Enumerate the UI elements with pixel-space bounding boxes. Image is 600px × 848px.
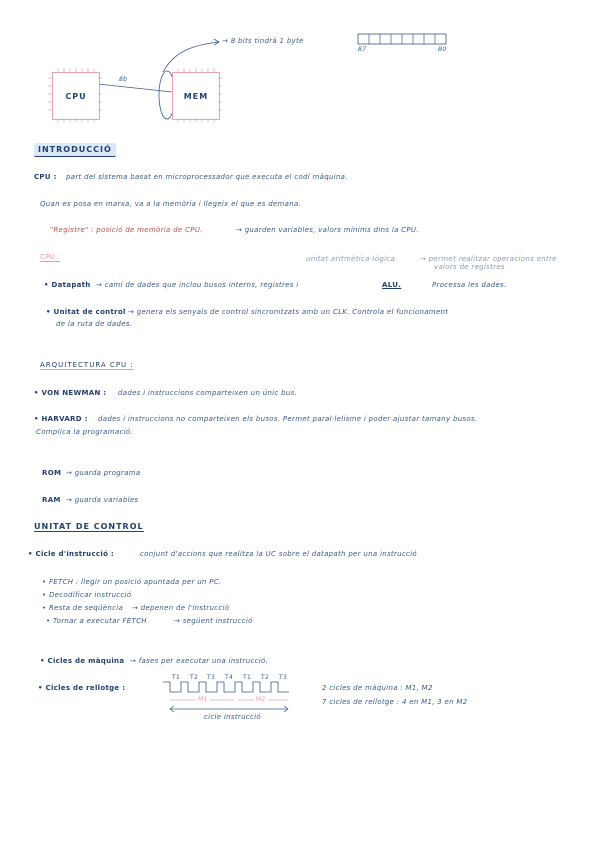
bus-annotation: → 8 bits tindrà 1 byte bbox=[222, 37, 304, 45]
datapath-label: • Datapath bbox=[44, 281, 91, 289]
m2-label: M2 bbox=[256, 696, 266, 703]
intro-line-2: Quan es posa en marxa, va a la memòria i llegeix el que es demana. bbox=[40, 200, 302, 208]
ram-label: RAM bbox=[42, 496, 61, 504]
register-lsb-label: B0 bbox=[438, 46, 447, 53]
clock-label-5: T1 bbox=[243, 674, 252, 681]
rom-text: → guarda programa bbox=[66, 469, 141, 477]
clock-cycles-label: • Cicles de rellotge : bbox=[38, 684, 126, 692]
cpu-subheading: CPU : bbox=[40, 253, 61, 261]
clock-label-7: T3 bbox=[279, 674, 288, 681]
von-neumann-text: dades i instruccions comparteixen un únic bus. bbox=[118, 389, 298, 397]
instruction-cycle-label: • Cicle d'instrucció : bbox=[28, 550, 115, 558]
clock-label-3: T3 bbox=[207, 674, 216, 681]
intro-heading: INTRODUCCIÓ bbox=[34, 143, 116, 157]
cpu-def-label: CPU : bbox=[34, 173, 57, 181]
control-unit-label: • Unitat de control bbox=[46, 308, 126, 316]
rom-label: ROM bbox=[42, 469, 62, 477]
m1-label: M1 bbox=[198, 696, 208, 703]
registres-def: "Registre" : posició de memòria de CPU. bbox=[50, 226, 203, 234]
refetch-step-text: → següent instrucció bbox=[174, 617, 253, 625]
datapath-end: Processa les dades. bbox=[432, 281, 507, 289]
clock-label-1: T1 bbox=[172, 674, 181, 681]
harvard-text-2: Complica la programació. bbox=[36, 428, 133, 436]
ram-text: → guarda variables bbox=[66, 496, 139, 504]
alu-note-b: → permet realitzar operacions entre bbox=[420, 255, 557, 263]
control-unit-text-2: de la ruta de dades. bbox=[56, 320, 133, 328]
cpu-label: CPU bbox=[65, 91, 87, 101]
harvard-text: dades i instruccions no comparteixen els busos. Permet paral·lelisme i poder ajustar tamany busos. bbox=[98, 415, 478, 423]
sequence-step: • Resta de seqüència bbox=[42, 604, 124, 612]
von-neumann-label: • VON NEWMAN : bbox=[34, 389, 107, 397]
control-unit-text: → genera els senyals de control sincronitzats amb un CLK. Controla el funcionament bbox=[128, 308, 449, 316]
datapath-text: → camí de dades que inclou busos interns, registres i bbox=[96, 281, 299, 289]
clock-summary-2: 7 cicles de rellotge : 4 en M1, 3 en M2 bbox=[322, 698, 468, 706]
instruction-cycle-span: cicle instrucció bbox=[204, 713, 261, 721]
alu-note-a: unitat aritmètica-lògica bbox=[306, 255, 396, 263]
machine-cycles-text: → fases per executar una instrucció. bbox=[130, 657, 269, 665]
clock-summary-1: 2 cicles de màquina : M1, M2 bbox=[322, 684, 433, 692]
cpu-def-text: part del sistema basat en microprocessador que executa el codi màquina. bbox=[66, 173, 348, 181]
clock-label-6: T2 bbox=[261, 674, 270, 681]
control-heading: UNITAT DE CONTROL bbox=[34, 522, 144, 531]
register-msb-label: B7 bbox=[358, 46, 367, 53]
clock-label-4: T4 bbox=[225, 674, 234, 681]
arch-heading: ARQUITECTURA CPU : bbox=[40, 361, 134, 369]
decode-step: • Decodificar instrucció bbox=[42, 591, 132, 599]
machine-cycles-label: • Cicles de màquina bbox=[40, 657, 125, 665]
harvard-label: • HARVARD : bbox=[34, 415, 88, 423]
fetch-step: • FETCH : llegir un posició apuntada per un PC. bbox=[42, 578, 222, 586]
clock-label-2: T2 bbox=[190, 674, 199, 681]
sequence-step-text: → depenen de l'instrucció bbox=[132, 604, 230, 612]
refetch-step: • Tornar a executar FETCH bbox=[46, 617, 147, 625]
registres-text: → guarden variables, valors mínims dins la CPU. bbox=[236, 226, 419, 234]
alu-note-c: valors de registres bbox=[434, 263, 505, 271]
instruction-cycle-text: conjunt d'accions que realitza la UC sobre el datapath per una instrucció bbox=[140, 550, 417, 558]
mem-label: MEM bbox=[183, 91, 209, 101]
alu-label: ALU. bbox=[382, 281, 402, 289]
bus-width-label: 8b bbox=[119, 76, 128, 83]
